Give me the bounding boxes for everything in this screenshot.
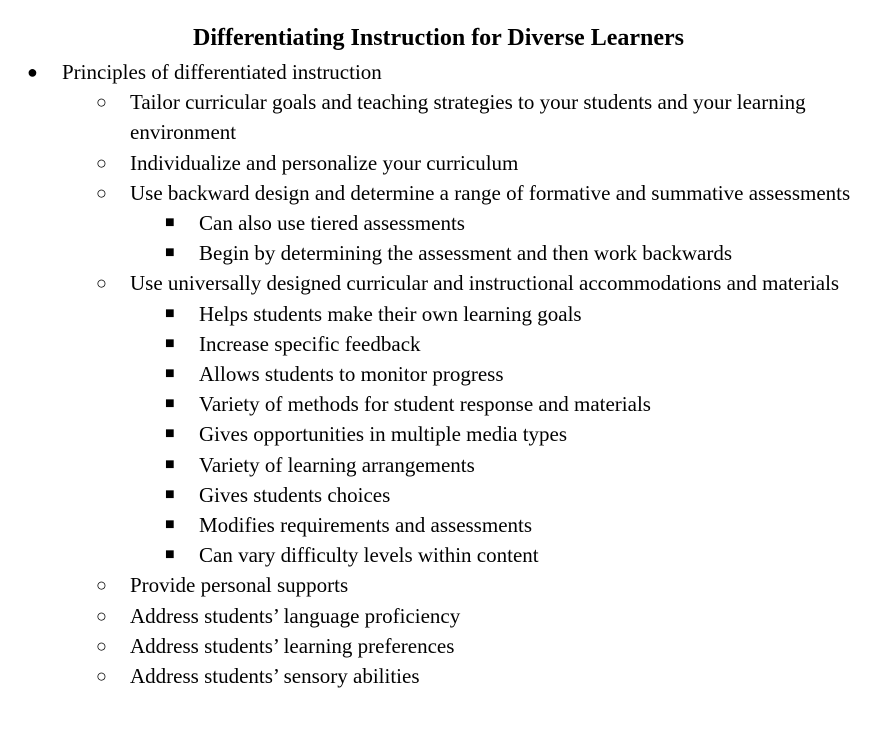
nested-list-item (0, 329, 895, 359)
sub-item-text: Use universally designed curricular and instructional accommodations and materials (130, 271, 840, 296)
main-item-text: Principles of differentiated instruction (62, 60, 382, 84)
hollow-circle-bullet-icon: ○ (96, 605, 107, 626)
sub-list-item (0, 631, 895, 661)
hollow-circle-bullet-icon: ○ (96, 666, 107, 687)
sub-item-text: Address students’ language proficiency (130, 603, 461, 628)
square-bullet-icon: ■ (165, 546, 175, 564)
square-bullet-icon: ■ (165, 334, 175, 352)
nested-list-container (0, 208, 895, 268)
square-bullet-icon: ■ (165, 485, 175, 503)
nested-item-text: Helps students make their own learning goals (199, 301, 582, 326)
nested-list-item (0, 359, 895, 389)
sub-bullet-list (0, 87, 895, 691)
nested-bullet-list (0, 208, 895, 268)
square-bullet-icon: ■ (165, 395, 175, 413)
nested-item-text: Variety of learning arrangements (199, 452, 475, 477)
nested-item-text: Can also use tiered assessments (199, 211, 465, 236)
nested-item-text: Begin by determining the assessment and then work backwards (199, 241, 733, 266)
sub-item-text: Address students’ sensory abilities (130, 664, 420, 689)
sub-item-text: Tailor curricular goals and teaching strategies to your students and your learning environment (130, 90, 806, 145)
hollow-circle-bullet-icon: ○ (96, 92, 107, 113)
sub-list-item (0, 268, 895, 298)
nested-item-text: Modifies requirements and assessments (199, 513, 533, 538)
sub-item-text: Use backward design and determine a range of formative and summative assessments (130, 180, 851, 205)
hollow-circle-bullet-icon: ○ (96, 273, 107, 294)
hollow-circle-bullet-icon: ○ (96, 635, 107, 656)
main-bullet-list (0, 57, 895, 691)
sub-list-container (0, 87, 895, 691)
main-list-item (0, 57, 895, 87)
sub-list-item (0, 601, 895, 631)
square-bullet-icon: ■ (165, 214, 175, 232)
nested-item-text: Variety of methods for student response and materials (199, 392, 651, 417)
nested-bullet-list (0, 299, 895, 571)
sub-list-item (0, 87, 895, 147)
nested-item-text: Allows students to monitor progress (199, 362, 504, 387)
sub-list-item (0, 178, 895, 208)
document-title: Differentiating Instruction for Diverse Learners (192, 25, 684, 51)
hollow-circle-bullet-icon: ○ (96, 152, 107, 173)
nested-item-text: Can vary difficulty levels within content (199, 543, 539, 568)
nested-list-item (0, 480, 895, 510)
filled-circle-bullet-icon: ● (27, 62, 38, 82)
nested-list-item (0, 389, 895, 419)
nested-list-container (0, 299, 895, 571)
nested-list-item (0, 540, 895, 570)
nested-list-item (0, 299, 895, 329)
square-bullet-icon: ■ (165, 455, 175, 473)
hollow-circle-bullet-icon: ○ (96, 575, 107, 596)
sub-item-text: Individualize and personalize your curriculum (130, 150, 519, 175)
square-bullet-icon: ■ (165, 425, 175, 443)
square-bullet-icon: ■ (165, 365, 175, 383)
nested-item-text: Gives students choices (199, 482, 391, 507)
square-bullet-icon: ■ (165, 304, 175, 322)
sub-list-item (0, 148, 895, 178)
nested-list-item (0, 419, 895, 449)
square-bullet-icon: ■ (165, 244, 175, 262)
sub-list-item (0, 570, 895, 600)
nested-list-item (0, 208, 895, 238)
nested-item-text: Increase specific feedback (199, 331, 421, 356)
nested-list-item (0, 450, 895, 480)
nested-list-item (0, 510, 895, 540)
nested-list-item (0, 238, 895, 268)
sub-item-text: Address students’ learning preferences (130, 633, 455, 658)
square-bullet-icon: ■ (165, 516, 175, 534)
hollow-circle-bullet-icon: ○ (96, 182, 107, 203)
sub-list-item (0, 661, 895, 691)
sub-item-text: Provide personal supports (130, 573, 349, 598)
nested-item-text: Gives opportunities in multiple media types (199, 422, 568, 447)
